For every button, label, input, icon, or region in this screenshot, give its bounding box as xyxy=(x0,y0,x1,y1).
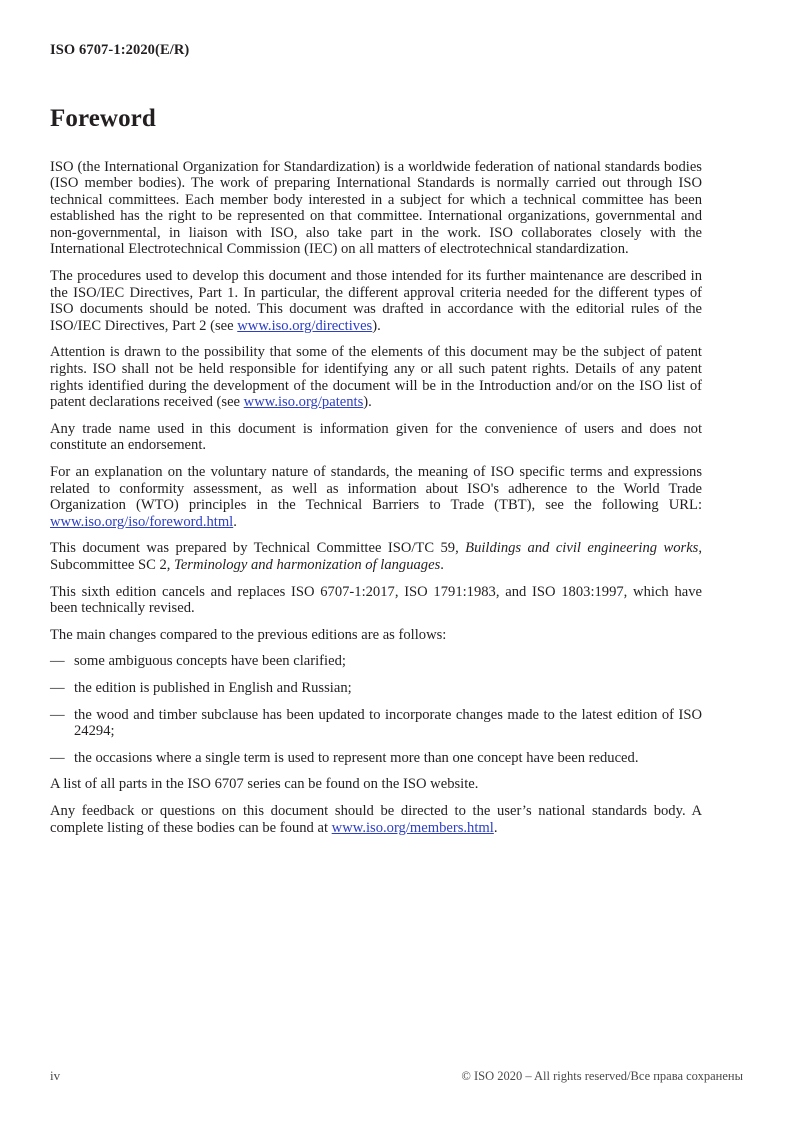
paragraph-feedback xyxy=(50,803,702,836)
paragraph-patent-text-before: Attention is drawn to the possibility that some of the elements of this document may be the subject of patent rights. ISO shall not be held responsible for identifying any or all such patent rights. Details of any patent rights identified during the development of the document will be in the Introduction and/or on the ISO list of patent declarations received (see xyxy=(50,344,702,411)
list-item-label: the occasions where a single term is used to represent more than one concept have been reduced. xyxy=(74,749,639,766)
em-dash-bullet-icon: — xyxy=(50,653,65,670)
list-item xyxy=(50,750,702,767)
committee-title-buildings: Buildings and civil engineering works xyxy=(465,540,699,557)
link-iso-directives[interactable]: www.iso.org/directives xyxy=(237,317,373,334)
paragraph-technical-committee xyxy=(50,540,702,573)
paragraph-voluntary-nature xyxy=(50,464,702,530)
paragraph-patent-rights xyxy=(50,344,702,410)
list-item xyxy=(50,707,702,740)
link-iso-foreword[interactable]: www.iso.org/iso/foreword.html xyxy=(50,513,234,530)
page-footer xyxy=(50,1068,743,1084)
copyright-notice: © ISO 2020 – All rights reserved/Все права сохранены xyxy=(461,1069,743,1083)
paragraph-voluntary-text-before: For an explanation on the voluntary nature of standards, the meaning of ISO specific terms and expressions related to conformity assessment, as well as information about ISO's adherence to the World Trade Organization (WTO) principles in the Technical Barriers to Trade (TBT), see the following URL: xyxy=(50,464,702,514)
em-dash-bullet-icon: — xyxy=(50,749,65,766)
paragraph-feedback-text-after: . xyxy=(493,819,498,836)
document-content xyxy=(50,105,702,846)
list-item-label: the edition is published in English and Russian; xyxy=(74,679,352,696)
paragraph-procedures-text-before: The procedures used to develop this document and those intended for its further maintenance are described in the ISO/IEC Directives, Part 1. In particular, the different approval criteria needed for the different types of ISO documents should be noted. This document was drafted in accordance with the editorial rules of the ISO/IEC Directives, Part 2 (see xyxy=(50,268,702,334)
document-header-reference: ISO 6707-1:2020(E/R) xyxy=(50,42,190,58)
paragraph-procedures xyxy=(50,268,702,334)
committee-text-part2: , Subcommittee SC 2, xyxy=(50,540,703,573)
committee-text-part1: This document was prepared by Technical Committee ISO/TC 59, xyxy=(50,540,466,557)
list-item-label: the wood and timber subclause has been updated to incorporate changes made to the latest edition of ISO 24294; xyxy=(74,706,702,740)
em-dash-bullet-icon: — xyxy=(50,706,65,723)
paragraph-sixth-edition: This sixth edition cancels and replaces ISO 6707-1:2017, ISO 1791:1983, and ISO 1803:1997, which have been technically revised. xyxy=(50,583,702,617)
paragraph-procedures-text-after: ). xyxy=(372,317,381,334)
paragraph-iso-description: ISO (the International Organization for Standardization) is a worldwide federation of national standards bodies (ISO member bodies). The work of preparing International Standards is normally carried out through ISO technical committees. Each member body interested in a subject for which a technical committee has been established has the right to be represented on that committee. International organizations, governmental and non-governmental, in liaison with ISO, also take part in the work. ISO collaborates closely with the International Electrotechnical Commission (IEC) on all matters of electrotechnical standardization. xyxy=(50,158,702,258)
committee-text-part3: . xyxy=(440,556,444,573)
link-iso-patents[interactable]: www.iso.org/patents xyxy=(243,394,364,411)
list-item xyxy=(50,680,702,697)
page-number: iv xyxy=(50,1068,61,1083)
list-item xyxy=(50,653,702,670)
paragraph-feedback-text-before: Any feedback or questions on this document should be directed to the user’s national standards body. A complete listing of these bodies can be found at xyxy=(50,802,702,836)
paragraph-voluntary-text-after: . xyxy=(233,513,237,530)
paragraph-all-parts: A list of all parts in the ISO 6707 series can be found on the ISO website. xyxy=(50,776,479,793)
link-iso-members[interactable]: www.iso.org/members.html xyxy=(331,819,494,836)
em-dash-bullet-icon: — xyxy=(50,679,65,696)
page-title: Foreword xyxy=(50,105,156,132)
main-changes-list xyxy=(50,653,702,766)
paragraph-trade-name: Any trade name used in this document is information given for the convenience of users and does not constitute an endorsement. xyxy=(50,420,702,454)
paragraph-main-changes-intro: The main changes compared to the previous editions are as follows: xyxy=(50,626,447,643)
paragraph-patent-text-after: ). xyxy=(363,394,372,411)
list-item-label: some ambiguous concepts have been clarified; xyxy=(74,653,346,670)
subcommittee-title-terminology: Terminology and harmonization of languages xyxy=(174,556,441,573)
